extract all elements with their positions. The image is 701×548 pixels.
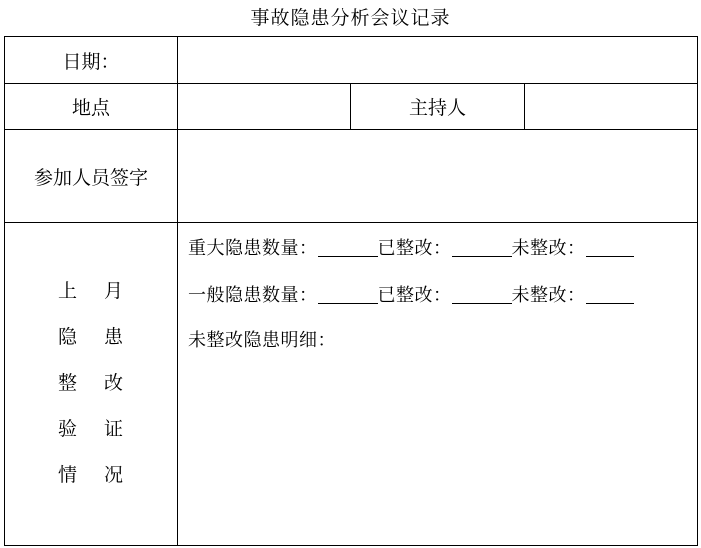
attendees-label bbox=[5, 130, 177, 222]
general-count-blank[interactable] bbox=[318, 285, 378, 304]
host-label bbox=[351, 84, 524, 129]
general-unrectified-blank[interactable] bbox=[586, 285, 634, 304]
general-hazard-line bbox=[188, 281, 634, 307]
document-title: 事故隐患分析会议记录 bbox=[250, 7, 451, 29]
verification-label-row: 隐 患 bbox=[58, 326, 124, 348]
unrectified-detail-label: 未整改隐患明细： bbox=[188, 330, 336, 351]
general-rectified-label: 已整改： bbox=[377, 285, 452, 306]
location-field[interactable] bbox=[178, 84, 350, 129]
general-count-label: 一般隐患数量： bbox=[188, 285, 318, 306]
major-hazard-line bbox=[188, 234, 634, 260]
date-field[interactable] bbox=[178, 37, 697, 83]
host-label-text: 主持人 bbox=[408, 97, 466, 119]
table-border-row3 bbox=[4, 222, 698, 223]
verification-label-row: 整 改 bbox=[58, 372, 124, 394]
major-rectified-blank[interactable] bbox=[452, 238, 512, 257]
unrectified-detail-line bbox=[188, 326, 336, 352]
location-label-text: 地点 bbox=[71, 97, 110, 119]
general-rectified-blank[interactable] bbox=[452, 285, 512, 304]
major-rectified-label: 已整改： bbox=[377, 238, 452, 259]
major-unrectified-label: 未整改： bbox=[511, 238, 586, 259]
unrectified-detail-field[interactable] bbox=[188, 358, 688, 538]
major-count-blank[interactable] bbox=[318, 238, 378, 257]
date-label-text: 日期： bbox=[62, 50, 120, 73]
date-label bbox=[5, 37, 177, 83]
verification-label-row: 验 证 bbox=[58, 418, 124, 440]
major-count-label: 重大隐患数量： bbox=[188, 238, 318, 259]
general-unrectified-label: 未整改： bbox=[511, 285, 586, 306]
table-border-right bbox=[697, 36, 698, 546]
table-border-bottom bbox=[4, 545, 698, 546]
host-field[interactable] bbox=[525, 84, 697, 129]
verification-label bbox=[58, 268, 126, 498]
attendees-signature-field[interactable] bbox=[178, 130, 697, 222]
major-unrectified-blank[interactable] bbox=[586, 238, 634, 257]
location-label bbox=[5, 84, 177, 129]
verification-label-row: 情 况 bbox=[58, 464, 124, 486]
verification-label-row: 上 月 bbox=[58, 280, 124, 302]
attendees-label-text: 参加人员签字 bbox=[33, 166, 148, 189]
